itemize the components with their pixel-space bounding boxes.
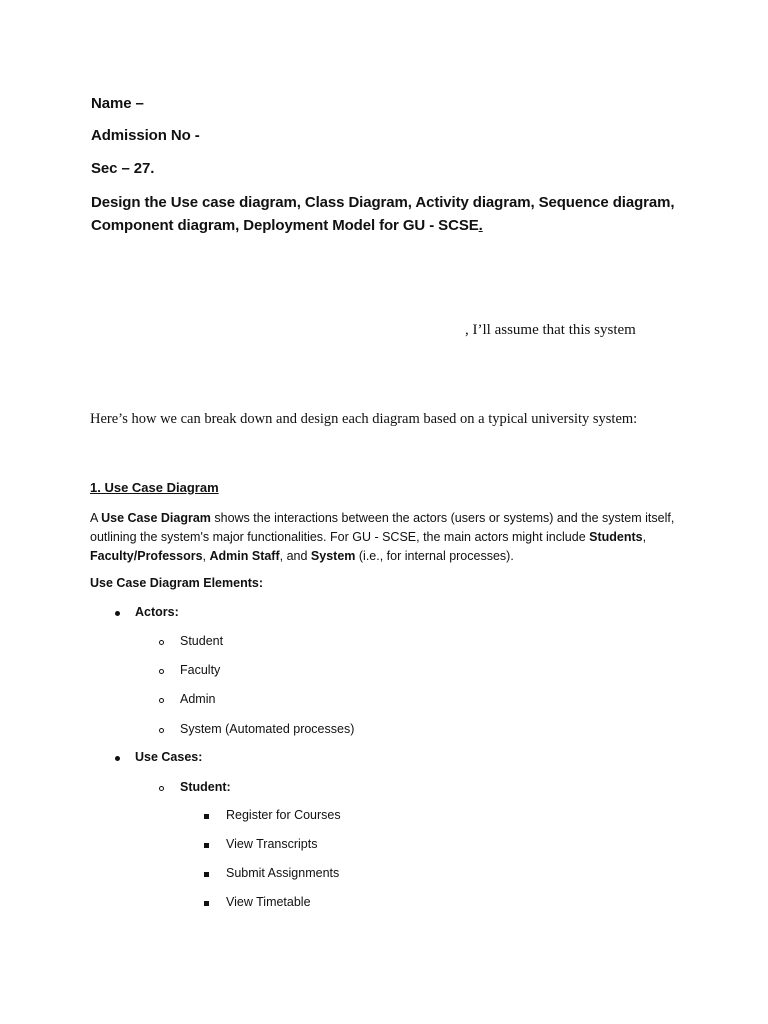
text-run: outlining the system's major functionalities. For GU - SCSE, the main actors might include — [90, 530, 590, 544]
assignment-title-line-2 — [91, 214, 691, 237]
section-heading-use-case: 1. Use Case Diagram — [90, 480, 219, 495]
bullet-square-icon — [204, 872, 209, 877]
use-case-description-line-3 — [90, 547, 690, 566]
text-run-bold: Students — [589, 530, 643, 544]
text-run: , and — [279, 549, 311, 563]
actor-item: System (Automated processes) — [180, 722, 355, 736]
bullet-dot-icon — [115, 756, 120, 761]
bullet-square-icon — [204, 901, 209, 906]
assumption-fragment: , I’ll assume that this system — [465, 322, 636, 338]
bullet-circle-icon — [159, 728, 164, 733]
name-label: Name – — [91, 95, 144, 112]
actors-label: Actors: — [135, 605, 179, 619]
bullet-dot-icon — [115, 611, 120, 616]
bullet-circle-icon — [159, 786, 164, 791]
text-run-bold: System — [310, 549, 356, 563]
assignment-title — [91, 191, 691, 237]
text-run: shows the interactions between the actors (users or systems) and the system itself, — [210, 511, 675, 525]
actor-item: Admin — [180, 692, 216, 706]
text-run-bold: Admin Staff — [209, 549, 280, 563]
bullet-circle-icon — [159, 640, 164, 645]
student-use-case-item: Register for Courses — [226, 808, 341, 822]
assignment-title-period: . — [478, 217, 483, 234]
student-use-case-item: View Transcripts — [226, 837, 318, 851]
actor-item: Faculty — [180, 663, 221, 677]
text-run: , — [202, 549, 210, 563]
bullet-circle-icon — [159, 669, 164, 674]
text-run-bold: Use Case Diagram — [101, 511, 211, 525]
bullet-square-icon — [204, 814, 209, 819]
use-case-description-line-1 — [90, 509, 690, 528]
actor-item: Student — [180, 634, 224, 648]
assignment-title-line-1: Design the Use case diagram, Class Diagram, Activity diagram, Sequence diagram, — [91, 194, 675, 211]
bullet-circle-icon — [159, 698, 164, 703]
student-use-case-item: Submit Assignments — [226, 866, 340, 880]
use-case-elements-heading: Use Case Diagram Elements: — [90, 576, 263, 590]
use-cases-label: Use Cases: — [135, 750, 203, 764]
student-use-cases-label: Student: — [180, 780, 231, 794]
student-use-case-item: View Timetable — [226, 895, 311, 909]
admission-number-label: Admission No - — [91, 127, 200, 144]
use-case-description-line-2 — [90, 528, 690, 547]
text-run: (i.e., for internal processes). — [355, 549, 514, 563]
section-label: Sec – 27. — [91, 160, 155, 177]
use-case-description — [90, 509, 690, 566]
text-run: A — [90, 511, 102, 525]
text-run: , — [642, 530, 647, 544]
text-run-bold: Faculty/Professors — [90, 549, 203, 563]
intro-paragraph: Here’s how we can break down and design each diagram based on a typical university system: — [90, 411, 638, 427]
bullet-square-icon — [204, 843, 209, 848]
assignment-title-line-2-text: Component diagram, Deployment Model for GU - SCSE — [91, 217, 479, 234]
